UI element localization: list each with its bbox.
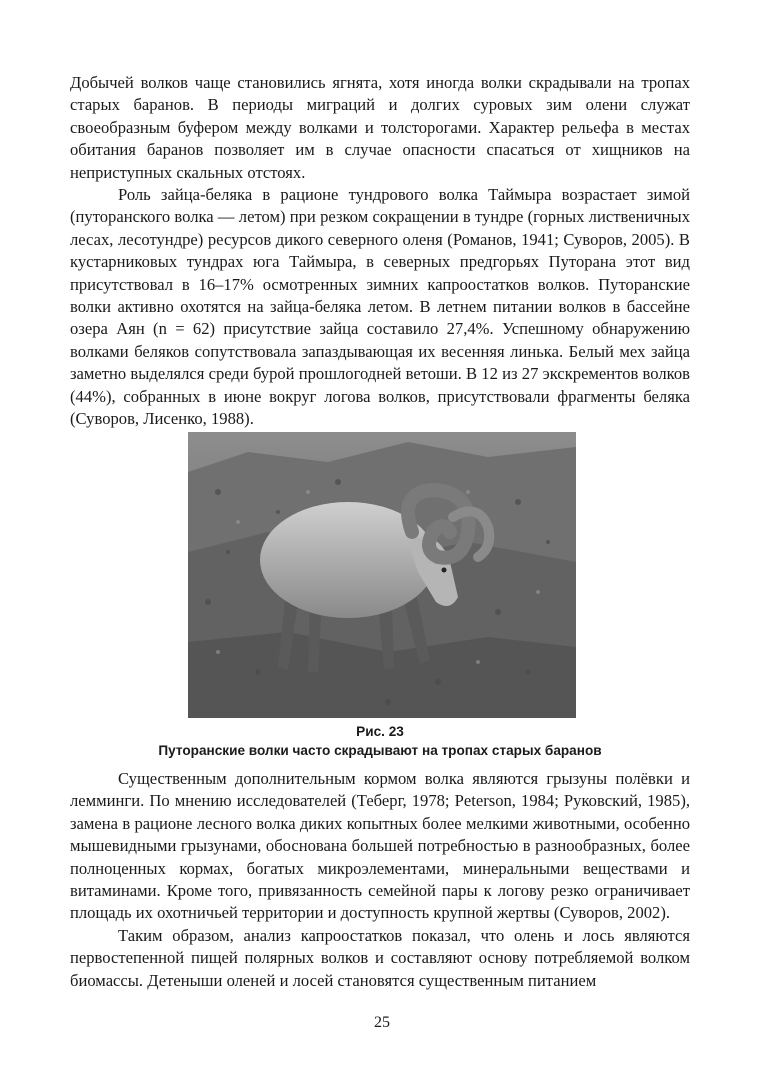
page-number: 25 (374, 1014, 390, 1031)
paragraph: Таким образом, анализ капроостатков показал, что олень и лось являются первостепенной пищей полярных волков и составляют основу потребляемой волком биомассы. Детеныши оленей и лосей становятся существенным питанием (70, 925, 690, 990)
figure-number: Рис. 23 (356, 724, 404, 739)
text-block-bottom (70, 768, 690, 992)
figure-photo-ram (188, 432, 576, 718)
paragraph: Добычей волков чаще становились ягнята, хотя иногда волки скрадывали на тропах старых баранов. В периоды миграций и долгих суровых зим олени служат своеобразным буфером между волками и толсторогами. Характер рельефа в местах обитания баранов позволяет им в случае опасности спасаться от хищников на неприступных скальных отстоях. (70, 73, 690, 182)
paragraph: Роль зайца-беляка в рационе тундрового волка Таймыра возрастает зимой (путоранского волка — летом) при резком сокращении в тундре (горных лиственичных лесах, лесотундре) ресурсов дикого северного оленя (Романов, 1941; Суворов, 2005). В кустарниковых тундрах юга Таймыра, в северных предгорьях Путорана этот вид присутствовал в 16–17% осмотренных зимних капроостатков волков. Путоранские волки активно охотятся на зайца-беляка летом. В летнем питании волков в бассейне озера Аян (n = 62) присутствие зайца составило 27,4%. Успешному обнаружению волками беляков сопутствовала запаздывающая их весенняя линька. Белый мех зайца заметно выделялся среди бурой прошлогодней ветоши. В 12 из 27 экскрементов волков (44%), собранных в июне вокруг логова волков, присутствовали фрагменты беляка (Суворов, Лисенко, 1988). (70, 185, 690, 429)
text-block-top (70, 72, 690, 431)
figure-caption: Путоранские волки часто скрадывают на тропах старых баранов (158, 743, 602, 758)
paragraph: Существенным дополнительным кормом волка являются грызуны полёвки и лемминги. По мнению исследователей (Теберг, 1978; Peterson, 1984; Руковский, 1985), замена в рационе лесного волка диких копытных более мелкими животными, особенно мышевидными грызунами, обоснована большей потребностью в разнообразных, более полноценных кормах, богатых микроэлементами, минеральными веществами и витаминами. Кроме того, привязанность семейной пары к логову резко ограничивает площадь их охотничьей территории и доступность крупной жертвы (Суворов, 2002). (70, 769, 690, 923)
